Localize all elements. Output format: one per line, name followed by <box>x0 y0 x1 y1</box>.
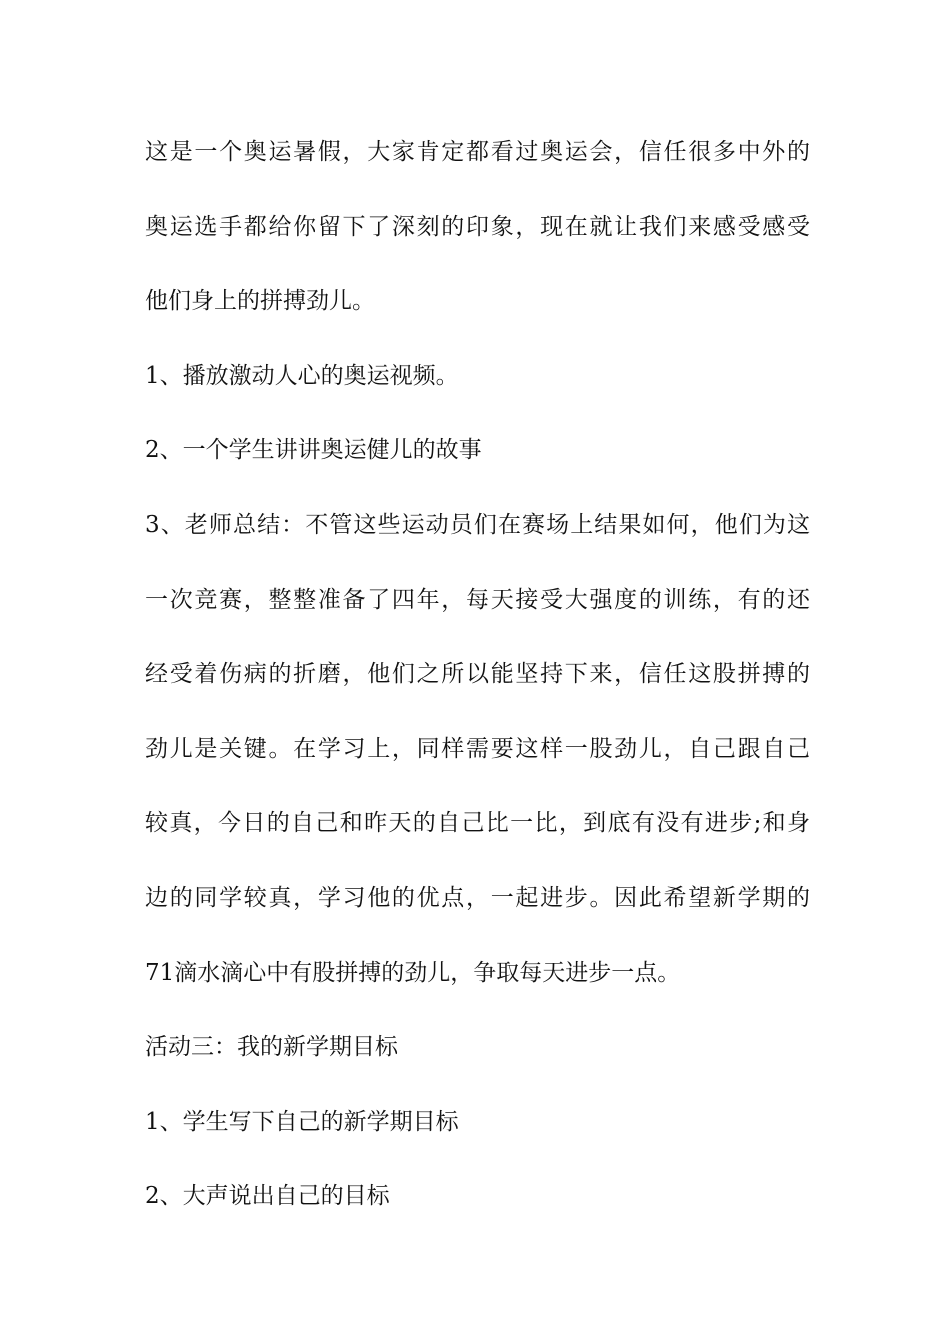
paragraph-line: 较真，今日的自己和昨天的自己比一比，到底有没有进步;和身 <box>145 810 810 837</box>
paragraph-line: 这是一个奥运暑假，大家肯定都看过奥运会，信任很多中外的 <box>145 139 810 165</box>
list-item: 1、学生写下自己的新学期目标 <box>145 1108 459 1135</box>
list-item: 3、老师总结：不管这些运动员们在赛场上结果如何，他们为这 <box>145 511 810 538</box>
paragraph-line: 经受着伤病的折磨，他们之所以能坚持下来，信任这股拼搏的 <box>145 661 810 688</box>
section-heading: 活动三：我的新学期目标 <box>145 1034 398 1061</box>
list-item: 2、一个学生讲讲奥运健儿的故事 <box>145 437 482 464</box>
paragraph-line: 劲儿是关键。在学习上，同样需要这样一股劲儿，自己跟自己 <box>145 735 810 762</box>
paragraph-line: 边的同学较真，学习他的优点，一起进步。因此希望新学期的 <box>145 884 810 911</box>
list-item: 1、播放激动人心的奥运视频。 <box>145 362 459 389</box>
body-text <box>145 130 810 1249</box>
paragraph-line: 他们身上的拼搏劲儿。 <box>145 288 375 315</box>
paragraph-line: 71滴水滴心中有股拼搏的劲儿，争取每天进步一点。 <box>145 959 681 986</box>
paragraph-line: 一次竞赛，整整准备了四年，每天接受大强度的训练，有的还 <box>145 586 810 613</box>
list-item: 2、大声说出自己的目标 <box>145 1183 390 1210</box>
paragraph-line: 奥运选手都给你留下了深刻的印象，现在就让我们来感受感受 <box>145 213 810 240</box>
